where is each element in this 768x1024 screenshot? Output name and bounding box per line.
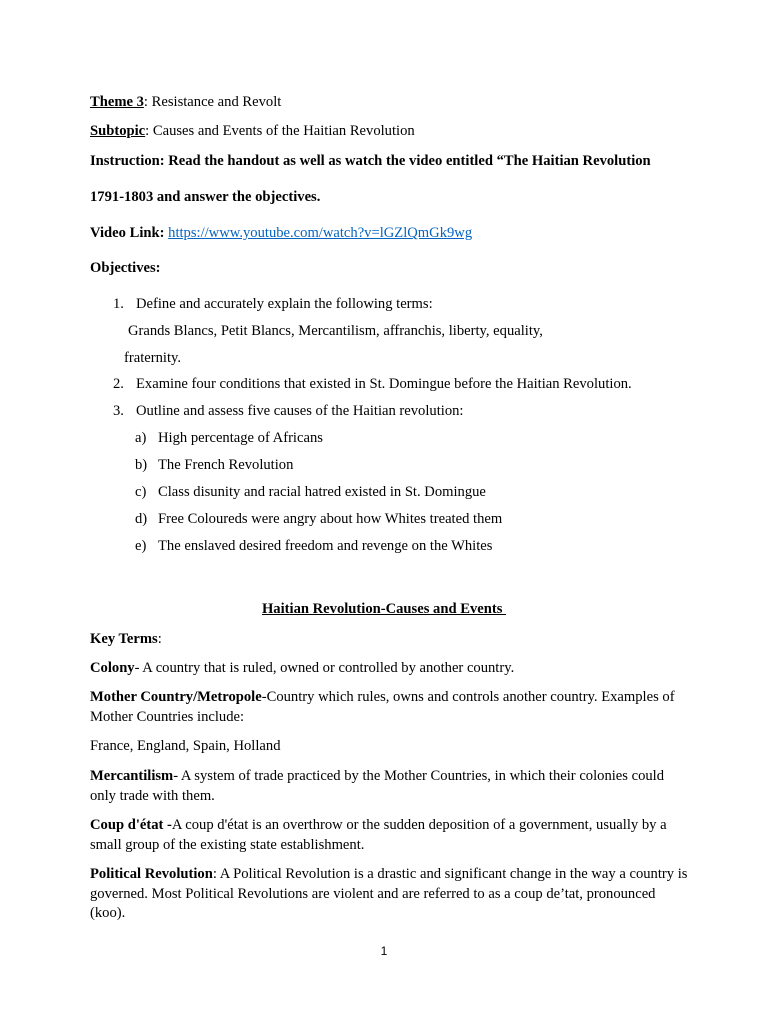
instruction-text-2: 1791-1803 and answer the objectives.: [90, 189, 321, 205]
term-name: Mercantilism: [90, 768, 174, 784]
theme-text: : Resistance and Revolt: [143, 94, 282, 110]
term-definition: - A system of trade practiced by the Mother Countries, in which their colonies could only trade with them.: [90, 768, 665, 804]
objective-continuation: fraternity.: [124, 350, 181, 366]
objective-text: Examine four conditions that existed in St. Domingue before the Haitian Revolution.: [136, 376, 632, 392]
term-definition: A coup d'état is an overthrow or the sudden deposition of a government, usually by a small group of the existing state establishment.: [90, 817, 667, 853]
objectives-heading: [90, 259, 161, 277]
subtopic-line: [90, 122, 415, 140]
cause-text: Free Coloureds were angry about how Whites treated them: [158, 511, 503, 527]
subtopic-text: : Causes and Events of the Haitian Revolution: [145, 123, 415, 139]
objectives-label: Objectives:: [90, 260, 161, 276]
key-terms-colon: :: [157, 631, 162, 647]
term-coup-detat: [90, 816, 690, 855]
section-heading-text: Haitian Revolution-Causes and Events: [261, 601, 507, 617]
section-heading: [0, 600, 768, 618]
objective-text: Outline and assess five causes of the Haitian revolution:: [136, 403, 464, 419]
examples-text: France, England, Spain, Holland: [90, 738, 281, 754]
term-mercantilism: [90, 767, 690, 806]
cause-label: e): [135, 538, 147, 554]
theme-label: Theme 3: [90, 94, 144, 110]
instruction-line-2: [90, 188, 320, 206]
cause-text: Class disunity and racial hatred existed in St. Domingue: [158, 484, 486, 500]
cause-label: d): [135, 511, 148, 527]
mother-countries-examples: [90, 737, 690, 757]
instruction-line-1: [90, 152, 651, 170]
term-colony: [90, 659, 690, 679]
video-link[interactable]: https://www.youtube.com/watch?v=lGZlQmGk9wg: [168, 225, 473, 241]
cause-text: High percentage of Africans: [158, 430, 323, 446]
term-political-revolution: [90, 865, 690, 924]
theme-line: [90, 93, 281, 111]
objective-number: 3.: [113, 403, 124, 419]
term-definition: - A country that is ruled, owned or controlled by another country.: [134, 660, 515, 676]
term-name: Colony: [90, 660, 135, 676]
cause-label: a): [135, 430, 147, 446]
term-definition: : A Political Revolution is a drastic and significant change in the way a country is governed. Most Political Revolutions are violent and are referred to as a coup de’tat, pronounced (koo).: [90, 866, 688, 921]
term-definition: -Country which rules, owns and controls another country. Examples of Mother Countries include:: [90, 689, 675, 725]
term-name: Coup d'état -: [90, 817, 172, 833]
cause-label: b): [135, 457, 148, 473]
objective-number: 2.: [113, 376, 124, 392]
video-link-label: Video Link:: [90, 225, 165, 241]
objective-number: 1.: [113, 296, 124, 312]
page-number: 1: [380, 944, 388, 958]
subtopic-label: Subtopic: [90, 123, 146, 139]
term-mother-country: [90, 688, 690, 727]
instruction-text-1: Instruction: Read the handout as well as watch the video entitled “The Haitian Revolution: [90, 153, 651, 169]
cause-text: The enslaved desired freedom and revenge on the Whites: [158, 538, 493, 554]
term-name: Political Revolution: [90, 866, 213, 882]
term-name: Mother Country/Metropole: [90, 689, 262, 705]
video-link-line: [90, 224, 472, 242]
objective-text: Define and accurately explain the following terms:: [136, 296, 433, 312]
key-terms-heading: [90, 630, 162, 648]
key-terms-label: Key Terms: [90, 631, 158, 647]
cause-text: The French Revolution: [158, 457, 294, 473]
cause-label: c): [135, 484, 147, 500]
objective-continuation: Grands Blancs, Petit Blancs, Mercantilism, affranchis, liberty, equality,: [128, 323, 543, 339]
